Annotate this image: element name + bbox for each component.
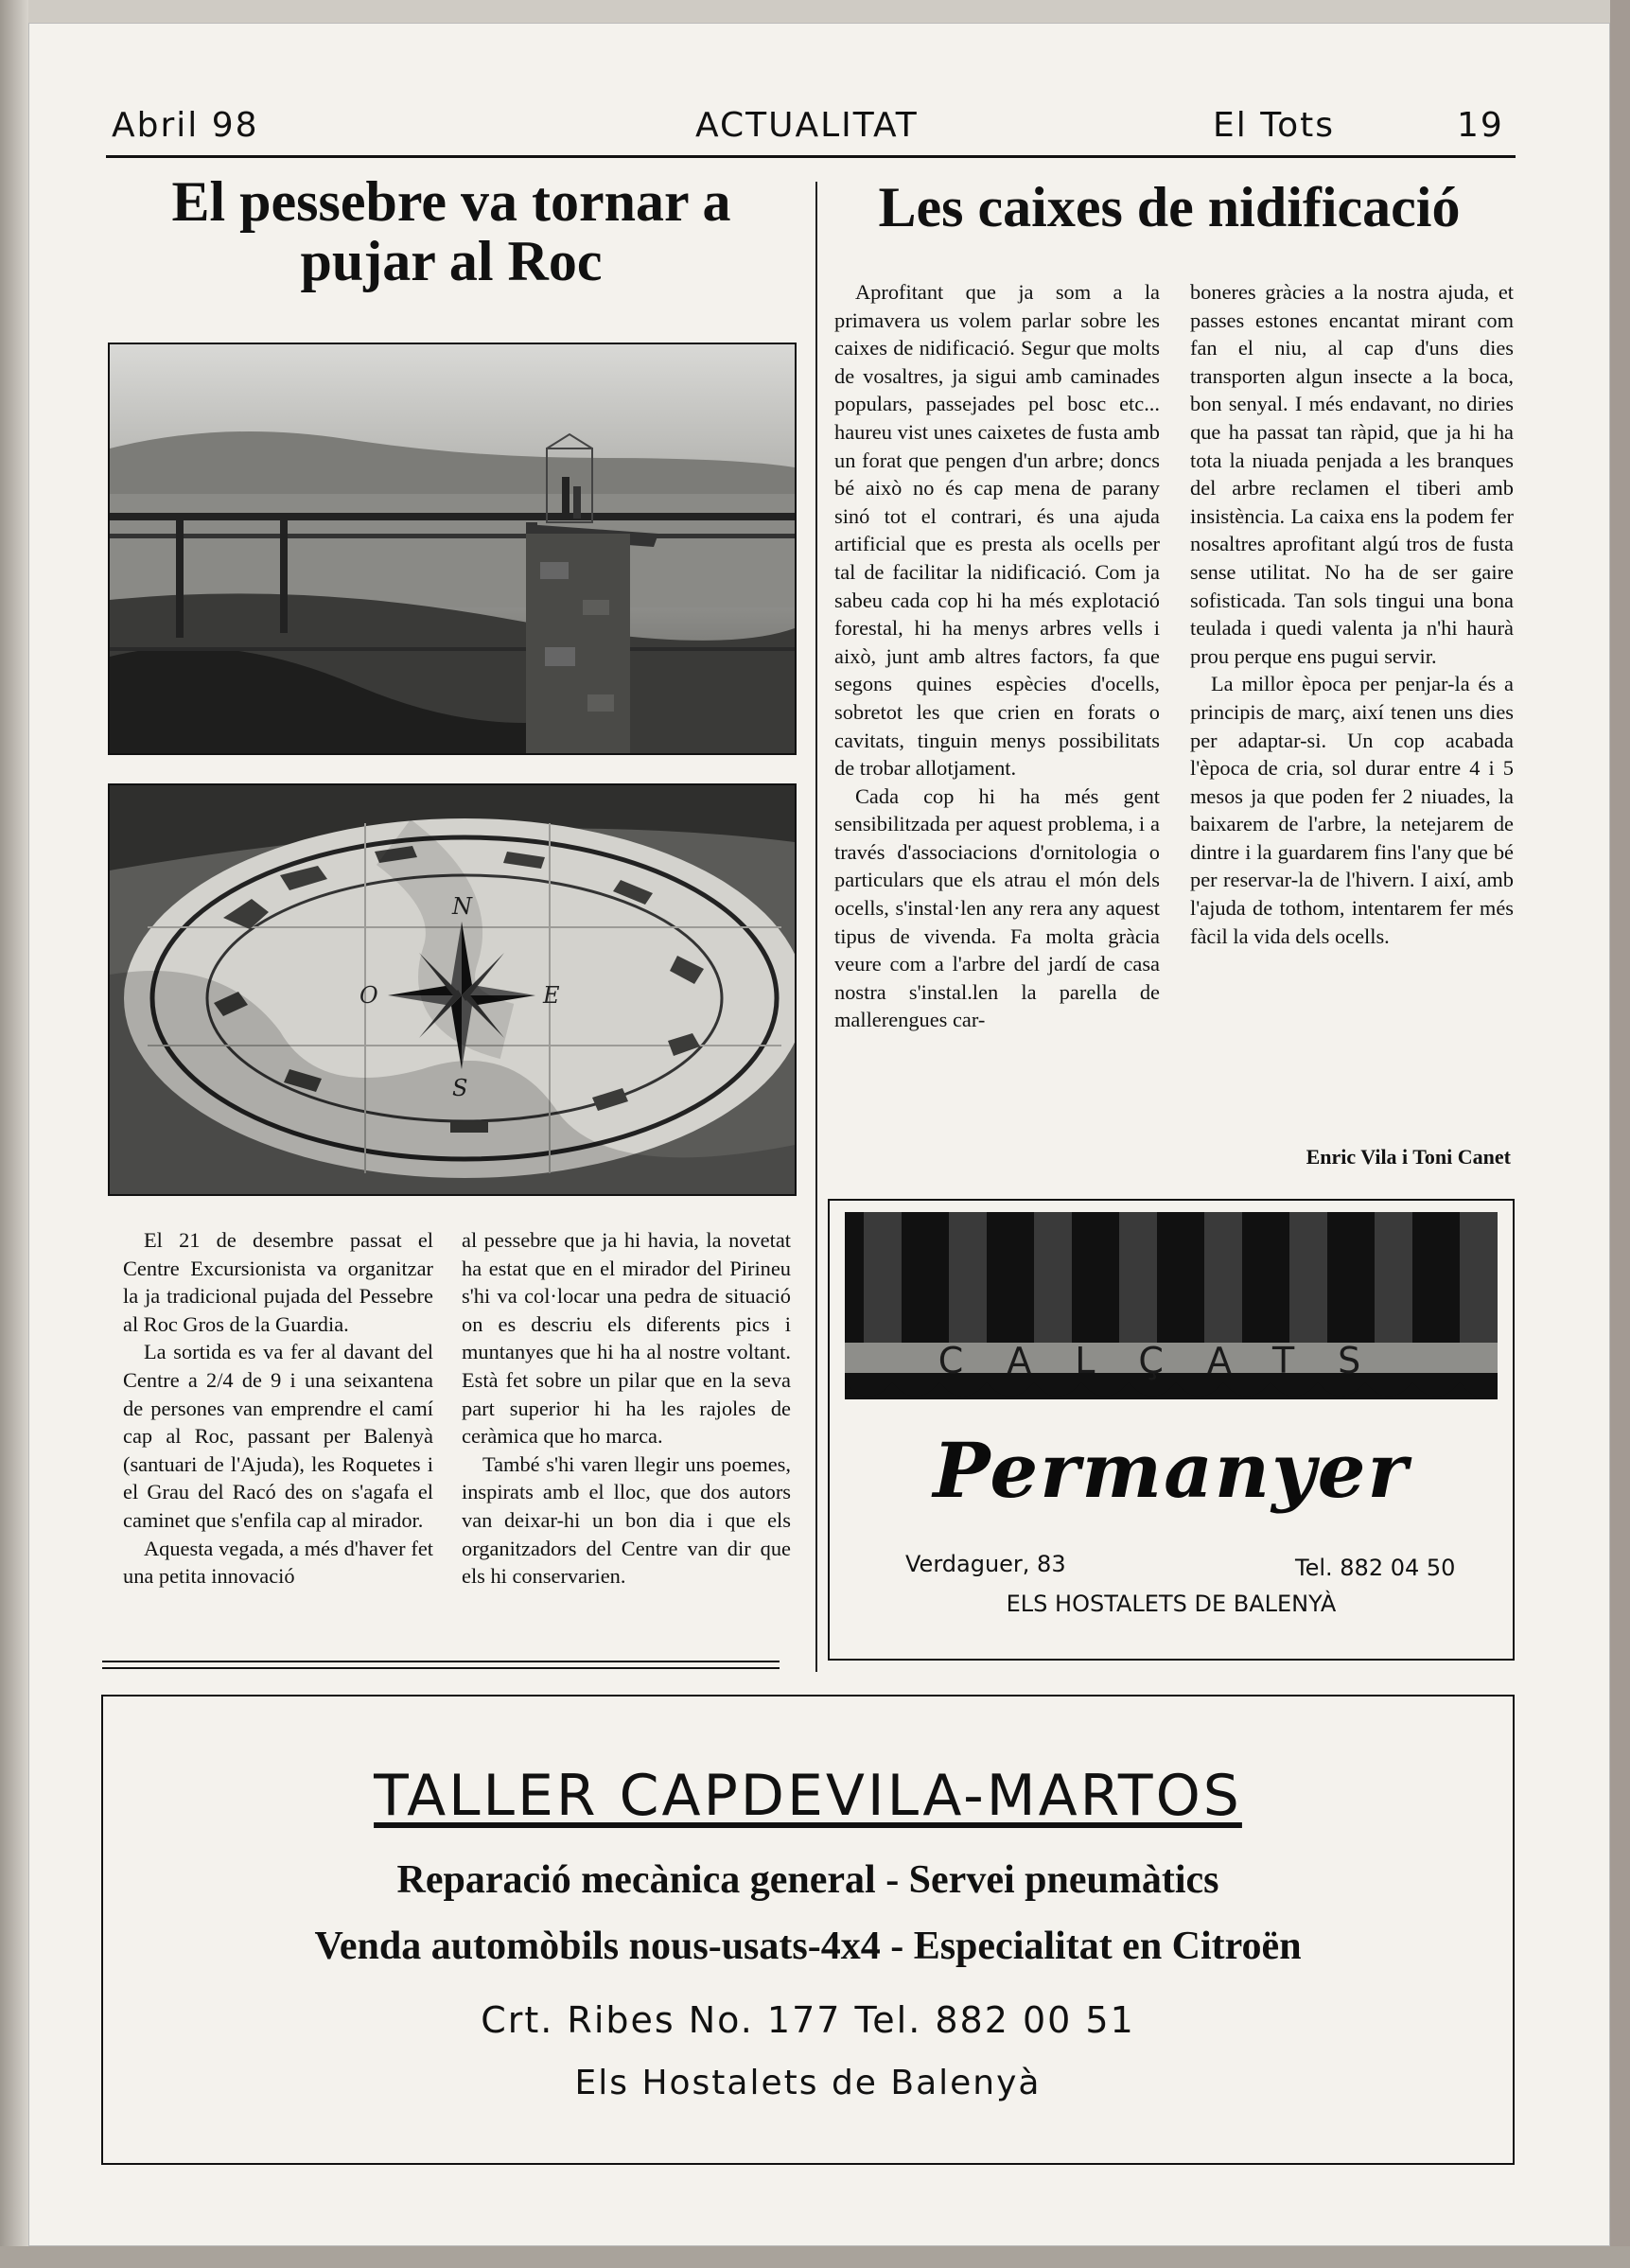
header-magazine: El Tots (1213, 106, 1335, 145)
article-left-title-line1: El pessebre va tornar a (171, 170, 731, 233)
ad-permanyer (828, 1199, 1515, 1661)
header-date: Abril 98 (112, 106, 259, 145)
ad-taller-line2: Venda automòbils nous-usats-4x4 - Especialitat en Citroën (314, 1925, 1302, 1968)
paragraph: Cada cop hi ha més gent sensibilitzada per aquest problema, i a través d'associacions d'ornitologia o particulars que els atrau el món dels ocells, s'instal·len any rera any aquest tipus de vivenda. Fa molta gràcia veure com a l'arbre del jardí de casa nostra s'instal.len la parella de mallerengues car- (834, 783, 1160, 1032)
awning-graphic (845, 1212, 1498, 1411)
photo-compass-table (108, 783, 797, 1196)
compass-west: O (359, 982, 378, 1009)
paragraph: La sortida es va fer al davant del Centre a 2/4 de 9 i una seixantena de persones van emprendre el camí cap al Roc, passant per Balenyà (santuari de l'Ajuda), les Roquetes i el Grau del Racó des on s'agafa el caminet que s'enfila cap al mirador. (123, 1340, 433, 1532)
article-left-title (106, 172, 797, 291)
ad-permanyer-brand: Permanyer (933, 1426, 1410, 1515)
article-right-col1 (834, 278, 1160, 1034)
article-left-title-line2: pujar al Roc (300, 230, 603, 292)
awning-text: CALÇATS (938, 1340, 1405, 1381)
ad-taller-name: TALLER CAPDEVILA-MARTOS (374, 1763, 1242, 1829)
page-edge-right (1610, 0, 1630, 2268)
ad-permanyer-phone: Tel. 882 04 50 (1295, 1555, 1456, 1581)
page-edge-bottom (0, 2246, 1630, 2268)
compass-north: N (452, 893, 472, 920)
paragraph: boneres gràcies a la nostra ajuda, et passes estones encantat mirant com fan el niu, al cap d'uns dies transporten algun insecte a la boca, bon senyal. I més endavant, no diries que ha passat tan ràpid, que ja hi ha tota la niuada penjada a les branques del arbre reclamen el tiberi amb insistència. La caixa ens la podem fer nosaltres aprofitant algú tros de fusta sense utilitat. No ha de ser gaire sofisticada. Tan sols tingui una bona teulada i quedi valenta ja n'hi haurà prou perque ens pugui servir. (1190, 280, 1514, 668)
compass-east: E (543, 982, 560, 1009)
paragraph: Aprofitant que ja som a la primavera us volem parlar sobre les caixes de nidificació. Segur que molts de vosaltres, ja sigui amb caminades populars, passejades pel bosc etc... haureu vist unes caixetes de fusta amb un forat que pengen d'un arbre; doncs bé això no és cap mena de parany sinó tot el contrari, és una ajuda artificial que es presta als ocells per tal de facilitar la nidificació. Com ja sabeu cada cop hi ha més explotació forestal, hi ha menys arbres vells i això, junt amb altres factors, fa que segons quines espècies d'ocells, sobretot les que crien en forats o cavitats, tinguin menys possibilitats de trobar allotjament. (834, 280, 1160, 781)
ad-permanyer-address: Verdaguer, 83 (905, 1551, 1066, 1577)
photo-pessebre (108, 343, 797, 755)
paragraph: El 21 de desembre passat el Centre Excursionista va organitzar la ja tradicional pujada del Pessebre al Roc Gros de la Guardia. (123, 1228, 433, 1336)
ad-taller-town: Els Hostalets de Balenyà (574, 2064, 1042, 2102)
bottom-rule-2 (102, 1667, 780, 1669)
ad-permanyer-town: ELS HOSTALETS DE BALENYÀ (1006, 1591, 1337, 1617)
article-left-col2 (462, 1226, 791, 1591)
header-section: ACTUALITAT (695, 106, 919, 145)
article-signature: Enric Vila i Toni Canet (1306, 1145, 1511, 1169)
paragraph: La millor època per penjar-la és a principis de març, així tenen uns dies per adaptar-si. Un cop acabada l'època de cria, sol durar entre 4 i 5 mesos ja que poden fer 2 niuades, la baixarem de l'arbre, la netejarem de dintre i la guardarem fins l'any que bé per reservar-la de l'hivern. I així, amb l'ajuda de tothom, intentarem fer més fàcil la vida dels ocells. (1190, 672, 1514, 948)
ad-taller (101, 1695, 1515, 2165)
bottom-rule-1 (102, 1661, 780, 1662)
header-page-number: 19 (1457, 106, 1504, 145)
paragraph: Aquesta vegada, a més d'haver fet una petita innovació (123, 1536, 433, 1589)
binding-shadow (0, 0, 28, 2268)
article-right-title: Les caixes de nidificació (878, 176, 1461, 238)
column-divider (815, 182, 817, 1672)
paragraph: També s'hi varen llegir uns poemes, inspirats amb el lloc, que dos autors van deixar-hi un bon dia i que els organitzadors del Centre van dir que els hi conservarien. (462, 1451, 791, 1589)
article-right-col2 (1190, 278, 1514, 950)
paragraph: al pessebre que ja hi havia, la novetat ha estat que en el mirador del Pirineu s'hi va col·locar una pedra de situació on es descriu els diferents pics i muntanyes que hi ha al nostre voltant. Està fet sobre un pilar que en la seva part superior hi ha les rajoles de ceràmica que ho marca. (462, 1228, 791, 1449)
compass-south: S (452, 1075, 468, 1101)
ad-taller-address: Crt. Ribes No. 177 Tel. 882 00 51 (481, 1999, 1135, 2041)
header-rule (106, 155, 1516, 158)
article-left-col1 (123, 1226, 433, 1591)
ad-taller-line1: Reparació mecànica general - Servei pneumàtics (396, 1858, 1219, 1902)
